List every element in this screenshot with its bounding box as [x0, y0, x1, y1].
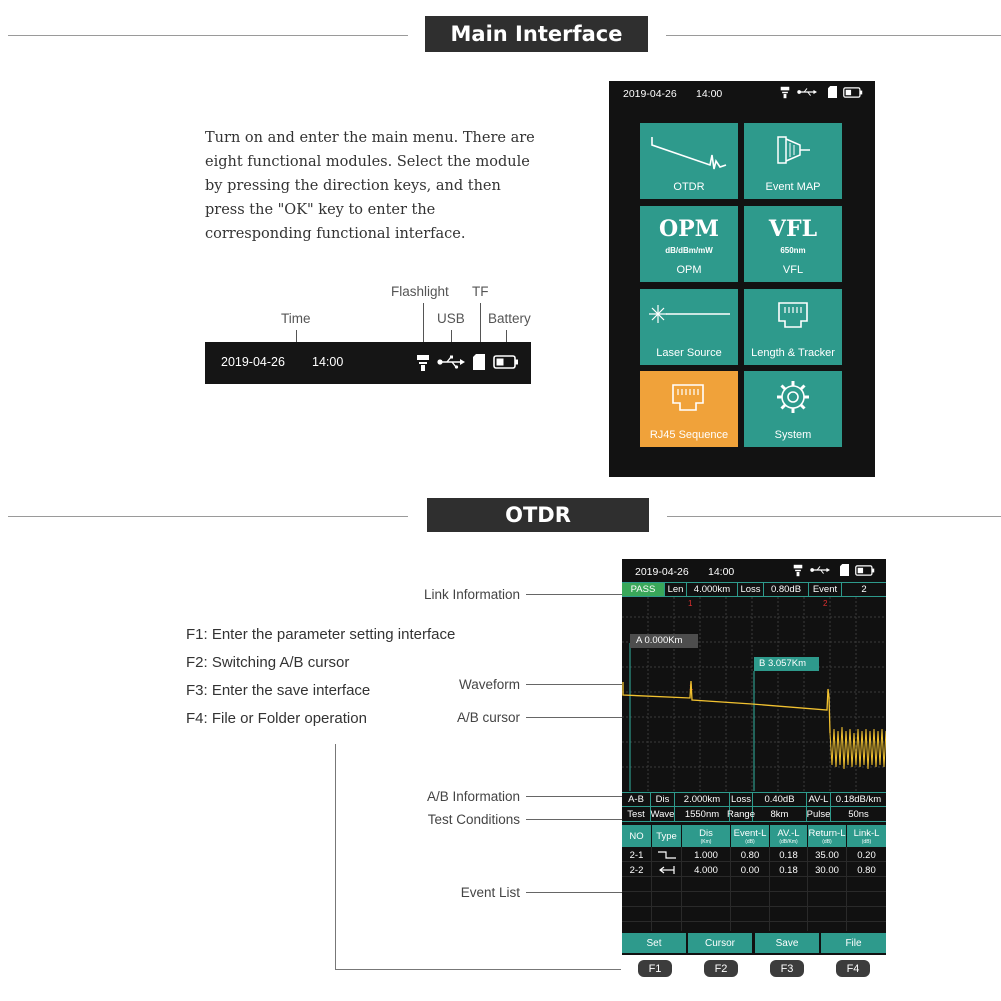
divider-line	[8, 35, 408, 36]
range-value: 8km	[753, 807, 807, 821]
divider-line	[667, 516, 1001, 517]
callout-ab-cursor: A/B cursor	[456, 710, 520, 725]
flashlight-icon	[416, 354, 430, 372]
otdr-time: 14:00	[708, 566, 735, 578]
splice-loss-icon	[658, 851, 676, 859]
divider-line	[666, 35, 1001, 36]
label-usb: USB	[437, 311, 465, 326]
battery-icon	[855, 565, 875, 576]
pulse-label: Pulse	[806, 808, 831, 820]
tile-label: Laser Source	[656, 347, 722, 359]
pointer-line	[480, 303, 481, 342]
otdr-date: 2019-04-26	[635, 566, 689, 578]
label-battery: Battery	[488, 311, 531, 326]
laser-icon	[648, 303, 730, 325]
tile-label: Event MAP	[765, 181, 821, 193]
divider-line	[8, 516, 408, 517]
tf-card-icon	[840, 564, 849, 576]
ab-dis-value: 2.000km	[675, 793, 730, 806]
f1-description: F1: Enter the parameter setting interface	[186, 626, 456, 643]
f4-description: F4: File or Folder operation	[186, 710, 367, 727]
event-map-icon	[776, 133, 812, 167]
f2-key[interactable]: F2	[704, 960, 738, 977]
section-title-main-interface: Main Interface	[425, 16, 648, 52]
event-event-l: 0.80	[740, 849, 760, 861]
loss-value: 0.80dB	[764, 583, 809, 596]
pointer-line	[506, 330, 507, 342]
event-av-l: 0.18	[779, 849, 798, 861]
callout-line	[526, 594, 622, 595]
main-menu-screen	[609, 81, 875, 477]
header-type: Type	[652, 825, 681, 847]
ab-loss-label: Loss	[730, 794, 752, 805]
test-conditions-row	[622, 807, 886, 822]
callout-ab-information: A/B Information	[426, 789, 520, 804]
callout-line	[526, 796, 622, 797]
ethernet-port-icon	[777, 299, 809, 331]
loss-label: Loss	[738, 583, 764, 596]
event-event-l: 0.00	[740, 864, 760, 876]
event-marker-1-trace: 1	[689, 683, 694, 692]
menu-time: 14:00	[696, 88, 723, 100]
header-event-l: Event-L (dB)	[731, 825, 769, 847]
opm-units: dB/dBm/mW	[665, 246, 713, 255]
tile-length-tracker[interactable]	[744, 289, 842, 365]
bracket-line	[335, 744, 336, 970]
cursor-a-label: A 0.000Km	[630, 634, 698, 648]
event-dis: 1.000	[694, 849, 718, 861]
menu-date: 2019-04-26	[623, 88, 677, 100]
set-button[interactable]: Set	[622, 933, 686, 953]
event-av-l: 0.18	[779, 864, 798, 876]
save-button[interactable]: Save	[755, 933, 819, 953]
header-no: NO	[622, 825, 651, 847]
tile-rj45-sequence[interactable]	[640, 371, 738, 447]
event-no: 2-1	[629, 849, 644, 861]
pointer-line	[296, 330, 297, 342]
tile-label: OTDR	[673, 181, 705, 193]
tile-event-map[interactable]	[744, 123, 842, 199]
event-dis: 4.000	[694, 864, 718, 876]
otdr-screen	[622, 559, 886, 955]
tile-vfl[interactable]	[744, 206, 842, 282]
tile-system[interactable]	[744, 371, 842, 447]
event-no: 2-2	[629, 864, 644, 876]
usb-icon	[810, 565, 830, 575]
label-flashlight: Flashlight	[391, 284, 449, 299]
vfl-title: VFL	[768, 216, 818, 242]
opm-title: OPM	[658, 216, 720, 242]
flashlight-icon	[793, 564, 803, 577]
pointer-line	[451, 330, 452, 342]
header-av-l: AV.-L (dB/Km)	[770, 825, 807, 847]
status-time: 14:00	[312, 355, 344, 369]
ab-loss-value: 0.40dB	[753, 793, 807, 806]
cursor-button[interactable]: Cursor	[688, 933, 752, 953]
tile-label: OPM	[676, 264, 702, 276]
tile-label: RJ45 Sequence	[649, 429, 729, 441]
rj45-port-icon	[671, 383, 705, 413]
usb-icon	[437, 355, 465, 369]
label-time: Time	[281, 311, 311, 326]
label-tf: TF	[472, 284, 489, 299]
tile-otdr[interactable]	[640, 123, 738, 199]
tile-label: Length & Tracker	[751, 347, 835, 359]
callout-event-list: Event List	[460, 885, 520, 900]
waveform-chart	[622, 597, 886, 791]
f2-description: F2: Switching A/B cursor	[186, 654, 350, 671]
otdr-trace-icon	[650, 131, 728, 171]
len-label: Len	[665, 583, 687, 596]
ab-avl-value: 0.18dB/km	[835, 794, 882, 805]
tile-label: System	[774, 429, 812, 441]
status-bar-enlarged	[205, 342, 531, 384]
ab-label: A-B	[622, 793, 651, 806]
header-dis: Dis (Km)	[682, 825, 730, 847]
callout-line	[526, 684, 622, 685]
f1-key[interactable]: F1	[638, 960, 672, 977]
event-link-l: 0.80	[857, 864, 876, 876]
event-label: Event	[809, 583, 842, 596]
ab-avl-label: AV-L	[807, 793, 831, 806]
vfl-wavelength: 650nm	[780, 246, 806, 255]
event-marker-2: 2	[823, 599, 828, 608]
ab-dis-label: Dis	[651, 793, 675, 806]
col-sep	[651, 847, 652, 931]
header-return-l: Return-L (dB)	[808, 825, 846, 847]
event-return-l: 35.00	[815, 849, 839, 861]
header-link-l: Link-L (dB)	[847, 825, 886, 847]
intro-paragraph: Turn on and enter the main menu. There are eight functional modules. Select the module by pressing the direction keys, and then press the "OK" key to enter the corresponding functional interface.	[205, 130, 535, 242]
wave-label: Wave	[650, 808, 675, 820]
f4-key[interactable]: F4	[836, 960, 870, 977]
file-button[interactable]: File	[821, 933, 886, 953]
event-list-table	[622, 825, 886, 931]
callout-line	[526, 819, 622, 820]
callout-line	[526, 892, 622, 893]
range-label: Range	[727, 808, 755, 820]
end-event-icon	[658, 865, 676, 875]
tile-laser-source[interactable]	[640, 289, 738, 365]
battery-icon	[493, 355, 519, 369]
battery-icon	[843, 87, 863, 98]
callout-waveform: Waveform	[458, 677, 520, 692]
callout-test-conditions: Test Conditions	[427, 812, 520, 827]
event-marker-1: 1	[688, 599, 693, 608]
callout-line	[526, 717, 622, 718]
event-link-l: 0.20	[857, 849, 876, 861]
tf-card-icon	[473, 354, 485, 370]
status-date: 2019-04-26	[221, 355, 285, 369]
pointer-line	[423, 303, 424, 342]
section-title-otdr: OTDR	[427, 498, 649, 532]
link-information-row	[622, 582, 886, 597]
tile-label: VFL	[782, 264, 804, 276]
pulse-value: 50ns	[848, 808, 869, 820]
f3-description: F3: Enter the save interface	[186, 682, 371, 699]
callout-link-information: Link Information	[423, 587, 520, 602]
event-count: 2	[861, 584, 867, 595]
len-value: 4.000km	[687, 583, 738, 596]
link-status-badge: PASS	[622, 583, 665, 596]
event-return-l: 30.00	[815, 864, 839, 876]
ab-information-row	[622, 792, 886, 807]
flashlight-icon	[780, 86, 790, 99]
f3-key[interactable]: F3	[770, 960, 804, 977]
test-label: Test	[622, 807, 651, 821]
usb-icon	[797, 87, 817, 97]
noise-tail	[830, 727, 886, 769]
cursor-b-label: B 3.057Km	[754, 657, 819, 671]
wave-value: 1550nm	[675, 807, 730, 821]
tile-opm[interactable]	[640, 206, 738, 282]
tf-card-icon	[828, 86, 837, 98]
bracket-line	[335, 969, 621, 970]
gear-icon	[775, 379, 811, 415]
